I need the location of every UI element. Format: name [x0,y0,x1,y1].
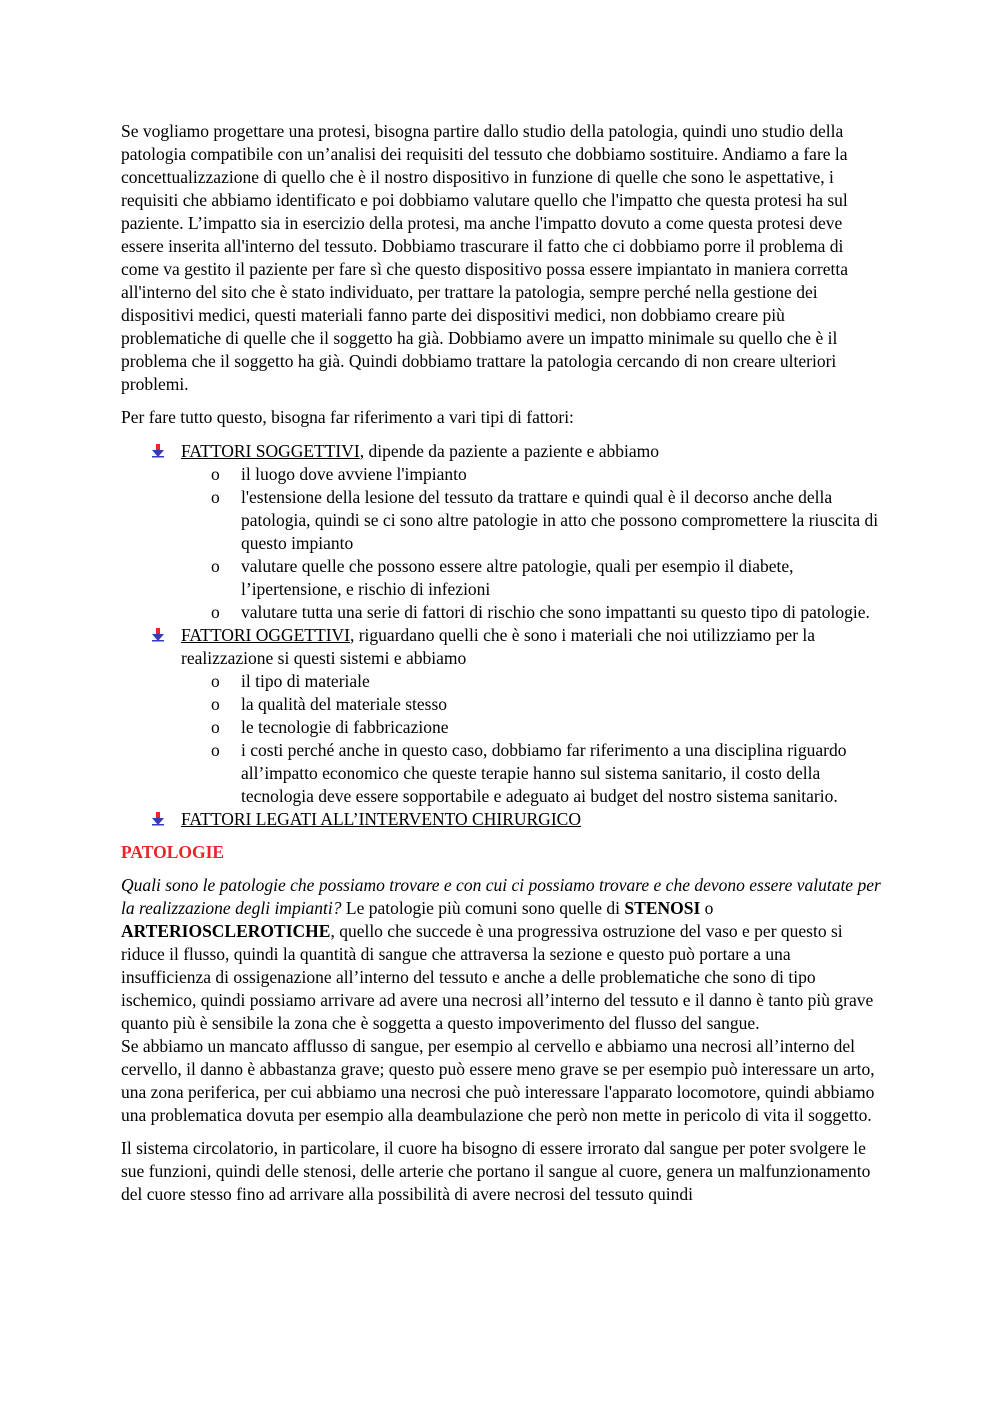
factor-item-soggettivi [121,440,883,624]
arrow-bullet-icon [151,628,165,642]
circle-bullet: o [211,717,220,737]
factor-title: FATTORI LEGATI ALL’INTERVENTO CHIRURGICO [181,809,581,829]
factor-description: , riguardano quelli che è sono i materiali che noi utilizziamo per la realizzazione si questi sistemi e abbiamo [181,625,816,668]
arrow-bullet-icon [151,812,165,826]
intro-paragraph: Se vogliamo progettare una protesi, bisogna partire dallo studio della patologia, quindi uno studio della patologia compatibile con un’analisi dei requisiti del tessuto che dobbiamo sostituire. Andiamo a fare la concettualizzazione di quello che è il nostro dispositivo in funzione di quelle che sono le aspettative, i requisiti che abbiamo identificato e poi dobbiamo valutare quello che l'impatto che questa protesi ha sul paziente. L’impatto sia in esercizio della protesi, ma anche l'impatto dovuto a come questa protesi deve essere inserita all'interno del tessuto. Dobbiamo trascurare il fatto che ci dobbiamo porre il problema di come va gestito il paziente per fare sì che questo dispositivo possa essere impiantato in maniera corretta all'interno del sito che è stato individuato, per trattare la patologia, sempre perché nella gestione dei dispositivi medici, questi materiali fanno parte dei dispositivi medici, non dobbiamo creare più problematiche di quelle che il soggetto ha già. Dobbiamo avere un impatto minimale su quello che è il problema che il soggetto ha già. Quindi dobbiamo trattare la patologia cercando di non creare ulteriori problemi. [121,121,848,394]
circle-bullet: o [211,464,220,484]
list-item: o il tipo di materiale [211,671,370,691]
factor-item-intervento [121,808,883,831]
list-item: o il luogo dove avviene l'impianto [211,464,467,484]
circle-bullet: o [211,602,220,622]
circle-bullet: o [211,740,220,760]
document-body [121,120,883,1206]
circle-bullet: o [211,671,220,691]
circle-bullet: o [211,487,220,507]
circle-bullet: o [211,694,220,714]
patologie-paragraph: Quali sono le patologie che possiamo trovare e con cui ci possiamo trovare e che devono essere valutate per la realizzazione degli impianti? Le patologie più comuni sono quelle di STENOSI o ARTERIOSCLEROTICHE, quello che succede è una progressiva ostruzione del vaso e per questo si riduce il flusso, quindi la quantità di sangue che attraversa la sezione e questo può portare a una insufficienza di ossigenazione all’interno del tessuto e anche a delle problematiche che sono di tipo ischemico, quindi possiamo arrivare ad avere una necrosi all’interno del tessuto e il danno è tanto più grave quanto più è sensibile la zona che è soggetta a questo impoverimento del flusso del sangue. Se abbiamo un mancato afflusso di sangue, per esempio al cervello e abbiamo una necrosi all’interno del cervello, il danno è abbastanza grave; questo può essere meno grave se per esempio può interessare un arto, una zona periferica, per cui abbiamo una necrosi che può interessare l'apparato locomotore, quindi abbiamo una problematica dovuta per esempio alla deambulazione che però non mette in pericolo di vita il soggetto. [121,875,881,1125]
necrosis-text: Se abbiamo un mancato afflusso di sangue, per esempio al cervello e abbiamo una necrosi all’interno del cervello, il danno è abbastanza grave; questo può essere meno grave se per esempio può interessare un arto, una zona periferica, per cui abbiamo una necrosi che può interessare l'apparato locomotore, quindi abbiamo una problematica dovuta per esempio alla deambulazione che però non mette in pericolo di vita il soggetto. [121,1036,875,1125]
arrow-bullet-icon [151,444,165,458]
factor-title: FATTORI SOGGETTIVI [181,441,360,461]
term-stenosi: STENOSI [624,898,701,918]
factor-description: , dipende da paziente a paziente e abbiamo [359,441,660,461]
list-item: o le tecnologie di fabbricazione [211,717,449,737]
term-arteriosclerotiche: ARTERIOSCLEROTICHE [121,921,331,941]
list-item: o i costi perché anche in questo caso, dobbiamo far riferimento a una disciplina riguardo all’impatto economico che queste terapie hanno sul sistema sanitario, il costo della tecnologia deve essere sopportabile e adeguato ai budget del nostro sistema sanitario. [211,740,847,806]
factor-title: FATTORI OGGETTIVI [181,625,350,645]
factors-list [121,440,883,831]
factor-item-oggettivi [121,624,883,808]
list-item: o valutare quelle che possono essere altre patologie, quali per esempio il diabete, l’ipertensione, e rischio di infezioni [211,556,794,599]
list-item: o l'estensione della lesione del tessuto da trattare e quindi qual è il decorso anche della patologia, quindi se ci sono altre patologie in atto che possono compromettere la riuscita di questo impianto [211,487,879,553]
list-item: o valutare tutta una serie di fattori di rischio che sono impattanti su questo tipo di patologie. [211,602,870,622]
circle-bullet: o [211,556,220,576]
factor-subitems [181,463,883,624]
list-item: o la qualità del materiale stesso [211,694,448,714]
factors-lead-paragraph: Per fare tutto questo, bisogna far riferimento a vari tipi di fattori: [121,407,574,427]
section-heading: PATOLOGIE [121,842,225,862]
section-question: Quali sono le patologie che possiamo trovare e con cui ci possiamo trovare e che devono essere valutate per la realizzazione degli impianti? [121,875,881,918]
circulatory-paragraph: Il sistema circolatorio, in particolare, il cuore ha bisogno di essere irrorato dal sangue per poter svolgere le sue funzioni, quindi delle stenosi, delle arterie che portano il sangue al cuore, genera un malfunzionamento del cuore stesso fino ad arrivare alla possibilità di avere necrosi del tessuto quindi [121,1138,871,1204]
factor-subitems [181,670,883,808]
